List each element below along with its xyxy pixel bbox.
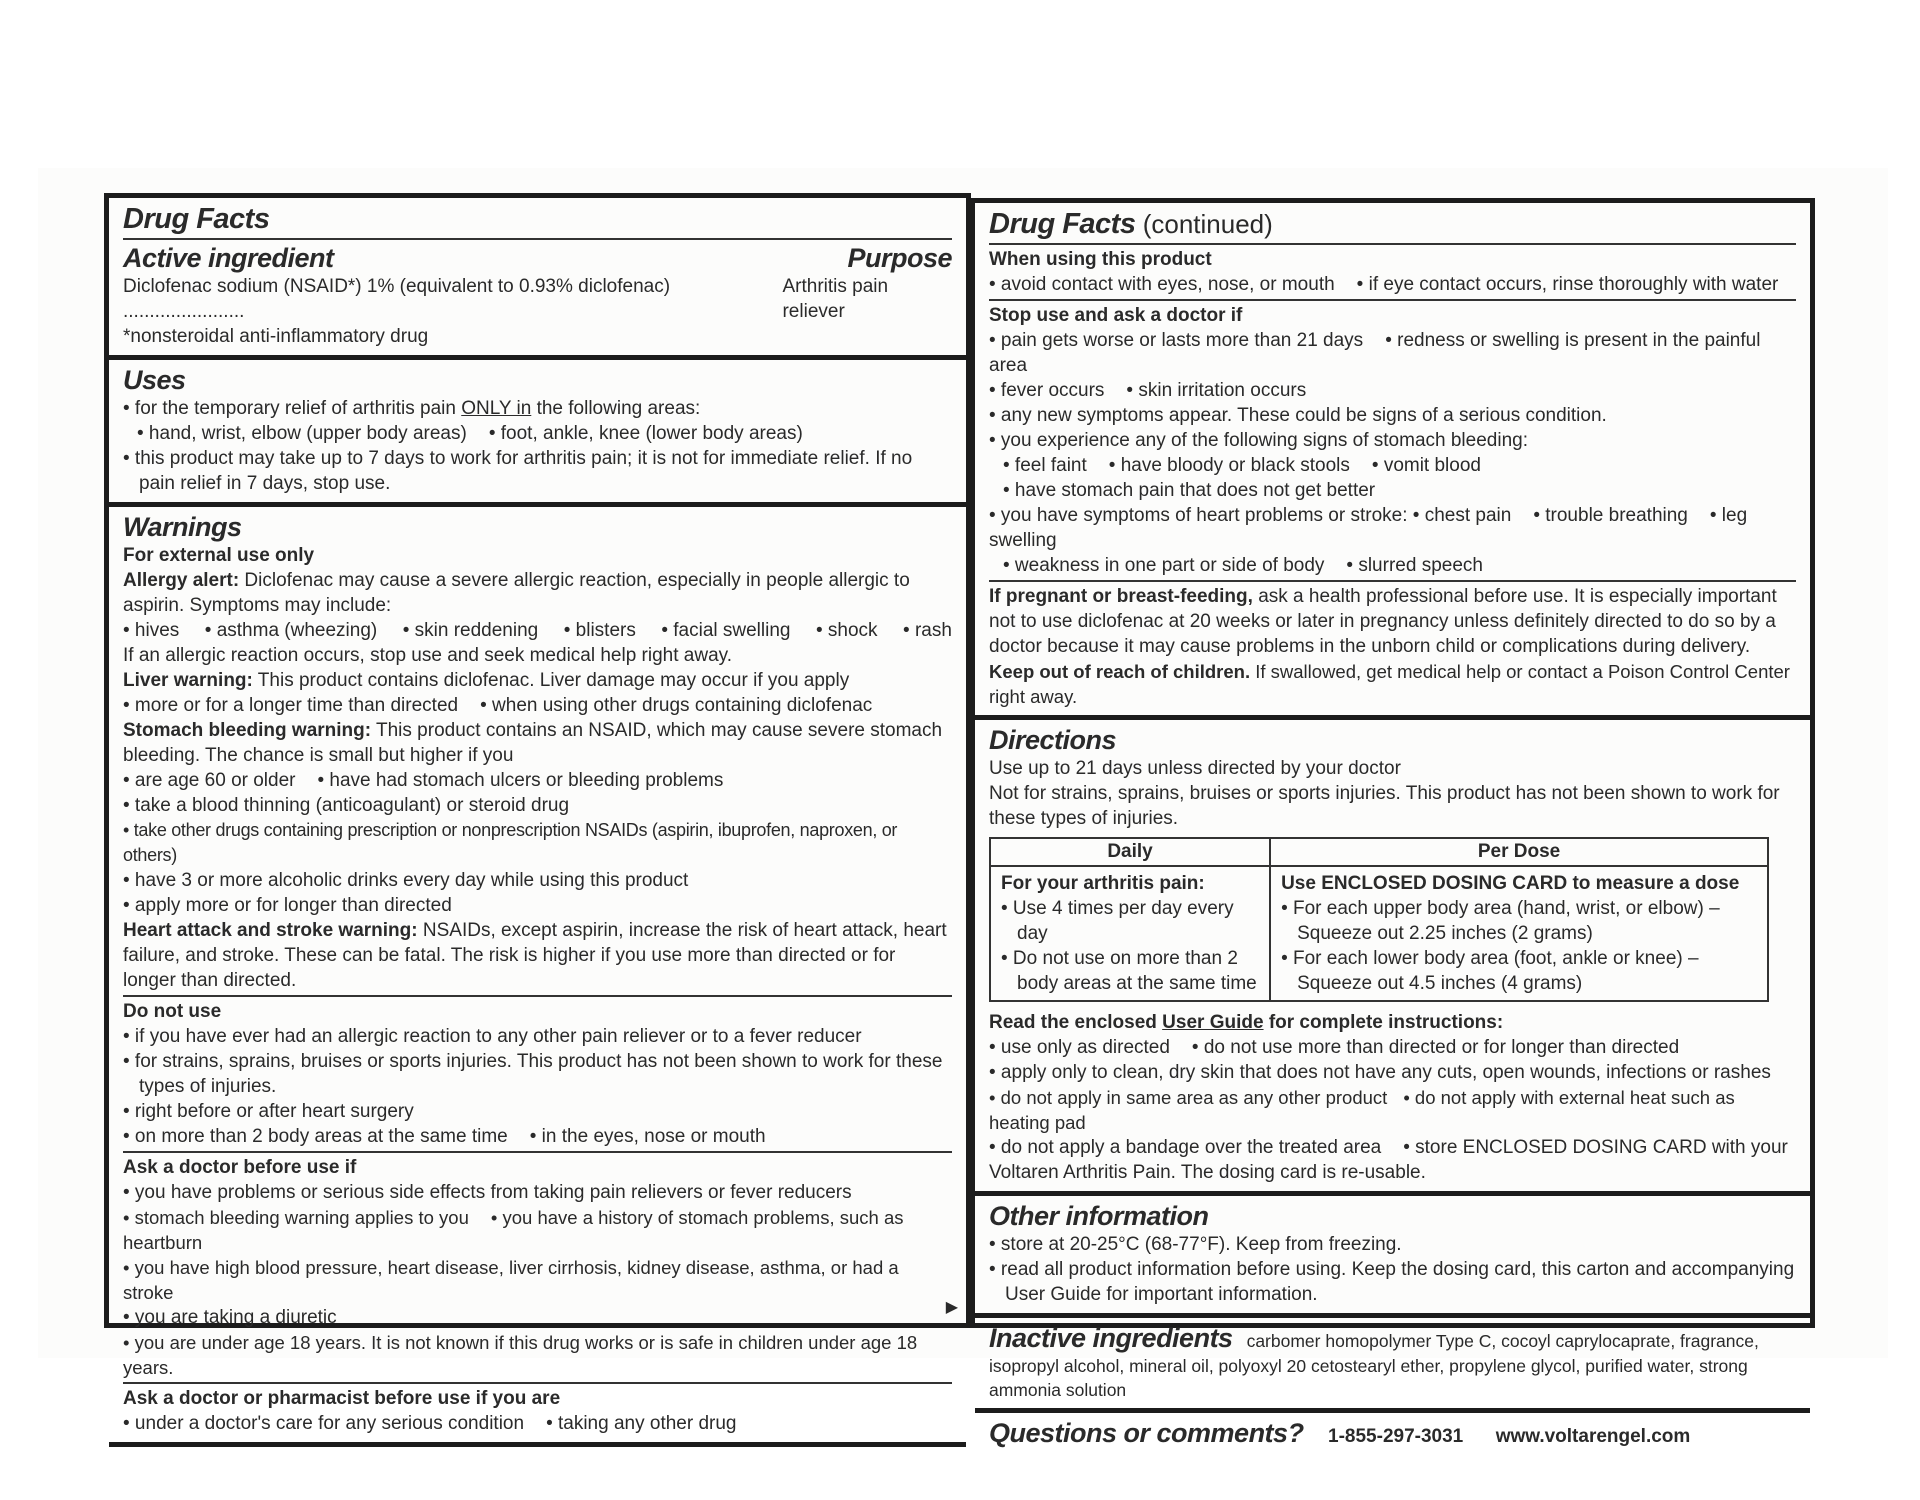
purpose-heading: Purpose bbox=[847, 243, 952, 273]
stop-use-bullet-3: • any new symptoms appear. These could be signs of a serious condition. bbox=[989, 405, 1607, 426]
directions-read-1b: • do not use more than directed or for longer than directed bbox=[1191, 1037, 1680, 1058]
keep-out-of-reach: Keep out of reach of children. If swallowed, get medical help or contact a Poison Control Center right away. bbox=[989, 661, 1790, 707]
dosing-table bbox=[989, 837, 1769, 1002]
directions-heading: Directions bbox=[989, 725, 1117, 755]
active-ingredient-section bbox=[109, 198, 966, 360]
active-ingredient-line: Diclofenac sodium (NSAID*) 1% (equivalent to 0.93% diclofenac) ....................... bbox=[123, 276, 671, 322]
when-using-bullet-2: • if eye contact occurs, rinse thoroughly with water bbox=[1356, 274, 1779, 295]
stroke-symptom-1: • weakness in one part or side of body bbox=[1003, 555, 1325, 576]
warnings-heading: Warnings bbox=[123, 512, 242, 542]
questions-heading: Questions or comments? bbox=[989, 1418, 1304, 1448]
liver-bullet-2: • when using other drugs containing diclofenac bbox=[480, 695, 873, 716]
ask-doctor-bullet-3: • you have high blood pressure, heart disease, liver cirrhosis, kidney disease, asthma, or had a stroke bbox=[123, 1257, 899, 1303]
heart-warning: Heart attack and stroke warning: NSAIDs, except aspirin, increase the risk of heart attack, heart failure, and stroke. These can be fatal. The risk is higher if you use more than directed or for longer than directed. bbox=[123, 920, 947, 991]
drug-facts-title: Drug Facts bbox=[123, 203, 270, 235]
stop-use-bullet-1a: • pain gets worse or lasts more than 21 days bbox=[989, 330, 1364, 351]
ask-pharmacist-section bbox=[123, 1382, 952, 1436]
other-information-bullet-1: • store at 20-25°C (68-77°F). Keep from freezing. bbox=[989, 1234, 1402, 1255]
liver-warning: Liver warning: This product contains diclofenac. Liver damage may occur if you apply bbox=[123, 670, 850, 691]
ask-doctor-bullet-2a: • stomach bleeding warning applies to you bbox=[123, 1207, 469, 1228]
stop-use-section bbox=[989, 299, 1796, 578]
continued-section bbox=[975, 203, 1810, 720]
other-information-section bbox=[975, 1196, 1810, 1318]
stop-use-bullet-1b: • redness or swelling is present in the painful area bbox=[989, 330, 1761, 376]
heart-symptom-1: • you have symptoms of heart problems or stroke: • chest pain bbox=[989, 505, 1512, 526]
stomach-bullet-2: • take a blood thinning (anticoagulant) or steroid drug bbox=[123, 795, 570, 816]
directions-line-1: Use up to 21 days unless directed by your doctor bbox=[989, 758, 1401, 779]
uses-bullet-2: • this product may take up to 7 days to work for arthritis pain; it is not for immediate relief. If no pain relief in 7 days, stop use. bbox=[123, 448, 913, 494]
do-not-use-section bbox=[123, 995, 952, 1149]
directions-read-4a: • do not apply a bandage over the treated area bbox=[989, 1137, 1382, 1158]
do-not-use-bullet-3: • right before or after heart surgery bbox=[123, 1101, 414, 1122]
heart-symptom-2: • trouble breathing bbox=[1533, 505, 1688, 526]
do-not-use-bullet-4a: • on more than 2 body areas at the same time bbox=[123, 1126, 508, 1147]
dosing-col-daily: Daily bbox=[990, 838, 1270, 866]
do-not-use-bullet-2: • for strains, sprains, bruises or sports injuries. This product has not been shown to work for these types of injuries. bbox=[123, 1051, 943, 1097]
stomach-bullet-1b: • have had stomach ulcers or bleeding problems bbox=[317, 770, 724, 791]
warnings-section bbox=[109, 507, 966, 1447]
allergy-symptoms: • hives • asthma (wheezing) • skin reddening • blisters • facial swelling • shock • rash bbox=[123, 620, 952, 641]
dosing-per-dose-cell: Use ENCLOSED DOSING CARD to measure a dose • For each upper body area (hand, wrist, or elbow) – Squeeze out 2.25 inches (2 grams) • For each lower body area (foot, ankle or knee) – Squeeze out 4.5 inches (4 grams) bbox=[1270, 866, 1768, 1001]
purpose-value: Arthritis pain reliever bbox=[782, 276, 889, 322]
ask-pharmacist-heading: Ask a doctor or pharmacist before use if you are bbox=[123, 1388, 561, 1409]
drug-facts-left-panel bbox=[104, 193, 971, 1434]
directions-read-3a: • do not apply in same area as any other product bbox=[989, 1087, 1388, 1108]
other-information-bullet-2: • read all product information before using. Keep the dosing card, this carton and accompanying User Guide for important information. bbox=[989, 1259, 1795, 1305]
allergy-alert: Allergy alert: Diclofenac may cause a severe allergic reaction, especially in people allergic to aspirin. Symptoms may include: bbox=[123, 570, 910, 616]
stop-use-bullet-2b: • skin irritation occurs bbox=[1126, 380, 1307, 401]
bleeding-sign-4: • have stomach pain that does not get better bbox=[1003, 480, 1376, 501]
stomach-bullet-4: • have 3 or more alcoholic drinks every day while using this product bbox=[123, 870, 689, 891]
stop-use-bullet-2a: • fever occurs bbox=[989, 380, 1105, 401]
dosing-col-per-dose: Per Dose bbox=[1270, 838, 1768, 866]
dosing-daily-cell: For your arthritis pain: • Use 4 times per day every day • Do not use on more than 2 body areas at the same time bbox=[990, 866, 1270, 1001]
directions-read-4b: • store ENCLOSED DOSING CARD with your Voltaren Arthritis Pain. The dosing card is re-usable. bbox=[989, 1137, 1788, 1183]
pregnancy-warning: If pregnant or breast-feeding, ask a health professional before use. It is especially important not to use diclofenac at 20 weeks or later in pregnancy unless definitely directed to do so by a doctor because it may cause problems in the unborn child or complications during delivery. bbox=[989, 586, 1777, 657]
ask-doctor-bullet-5: • you are under age 18 years. It is not known if this drug works or is safe in children under age 18 years. bbox=[123, 1332, 918, 1378]
uses-bullet-1: • for the temporary relief of arthritis pain ONLY in the following areas: bbox=[123, 398, 701, 419]
stop-use-bullet-4: • you experience any of the following signs of stomach bleeding: bbox=[989, 430, 1528, 451]
uses-section bbox=[109, 360, 966, 507]
do-not-use-bullet-4b: • in the eyes, nose or mouth bbox=[529, 1126, 766, 1147]
when-using-bullet-1: • avoid contact with eyes, nose, or mouth bbox=[989, 274, 1335, 295]
ask-doctor-bullet-1: • you have problems or serious side effects from taking pain relievers or fever reducers bbox=[123, 1182, 852, 1203]
directions-line-2: Not for strains, sprains, bruises or sports injuries. This product has not been shown to work for these types of injuries. bbox=[989, 783, 1780, 829]
inactive-ingredients-section bbox=[975, 1318, 1810, 1413]
liver-bullet-1: • more or for a longer time than directed bbox=[123, 695, 459, 716]
questions-section bbox=[975, 1413, 1810, 1455]
stomach-bullet-1a: • are age 60 or older bbox=[123, 770, 296, 791]
stomach-bullet-3: • take other drugs containing prescription or nonprescription NSAIDs (aspirin, ibuprofen, naproxen, or others) bbox=[123, 820, 898, 865]
allergy-after: If an allergic reaction occurs, stop use and seek medical help right away. bbox=[123, 645, 733, 666]
heart-symptom-3: • leg swelling bbox=[989, 505, 1748, 551]
website-url: www.voltarengel.com bbox=[1495, 1426, 1691, 1447]
directions-section bbox=[975, 720, 1810, 1196]
inactive-ingredients-heading: Inactive ingredients bbox=[989, 1323, 1233, 1353]
do-not-use-bullet-1: • if you have ever had an allergic reaction to any other pain reliever or to a fever reducer bbox=[123, 1026, 862, 1047]
inactive-ingredients-text: carbomer homopolymer Type C, cocoyl caprylocaprate, fragrance, isopropyl alcohol, mineral oil, polyoxyl 20 cetostearyl ether, propylene glycol, purified water, strong ammonia solution bbox=[989, 1331, 1759, 1400]
read-user-guide: Read the enclosed User Guide for complete instructions: bbox=[989, 1012, 1504, 1033]
uses-heading: Uses bbox=[123, 365, 186, 395]
do-not-use-heading: Do not use bbox=[123, 1001, 222, 1022]
other-information-heading: Other information bbox=[989, 1201, 1209, 1231]
external-use-only: For external use only bbox=[123, 545, 315, 566]
directions-read-2: • apply only to clean, dry skin that does not have any cuts, open wounds, infections or rashes bbox=[989, 1062, 1771, 1083]
ask-doctor-bullet-2b: • you have a history of stomach problems, such as heartburn bbox=[123, 1207, 904, 1253]
when-using-heading: When using this product bbox=[989, 249, 1212, 270]
ask-doctor-section bbox=[123, 1151, 952, 1380]
stop-use-heading: Stop use and ask a doctor if bbox=[989, 305, 1243, 326]
stomach-warning: Stomach bleeding warning: This product contains an NSAID, which may cause severe stomach bleeding. The chance is small but higher if you bbox=[123, 720, 943, 766]
bleeding-sign-3: • vomit blood bbox=[1371, 455, 1481, 476]
uses-upper-body: • hand, wrist, elbow (upper body areas) bbox=[137, 423, 467, 444]
directions-read-3b: • do not apply with external heat such as heating pad bbox=[989, 1087, 1735, 1133]
phone-number: 1-855-297-3031 bbox=[1328, 1426, 1464, 1447]
ask-pharmacist-bullet-1b: • taking any other drug bbox=[546, 1413, 737, 1434]
ask-doctor-bullet-4: • you are taking a diuretic bbox=[123, 1307, 337, 1328]
continued-label: (continued) bbox=[1135, 209, 1273, 239]
drug-facts-right-panel bbox=[970, 198, 1815, 1448]
stroke-symptom-2: • slurred speech bbox=[1346, 555, 1483, 576]
drug-facts-continued-title: Drug Facts bbox=[989, 208, 1136, 240]
active-ingredient-note: *nonsteroidal anti-inflammatory drug bbox=[123, 326, 429, 347]
stomach-bullet-5: • apply more or for longer than directed bbox=[123, 895, 452, 916]
uses-lower-body: • foot, ankle, knee (lower body areas) bbox=[488, 423, 803, 444]
active-ingredient-heading: Active ingredient bbox=[123, 243, 334, 273]
directions-read-1a: • use only as directed bbox=[989, 1037, 1170, 1058]
ask-doctor-heading: Ask a doctor before use if bbox=[123, 1157, 357, 1178]
ask-pharmacist-bullet-1a: • under a doctor's care for any serious condition bbox=[123, 1413, 525, 1434]
continue-arrow-icon: ▶ bbox=[945, 1299, 958, 1316]
bleeding-sign-1: • feel faint bbox=[1003, 455, 1087, 476]
bleeding-sign-2: • have bloody or black stools bbox=[1108, 455, 1350, 476]
